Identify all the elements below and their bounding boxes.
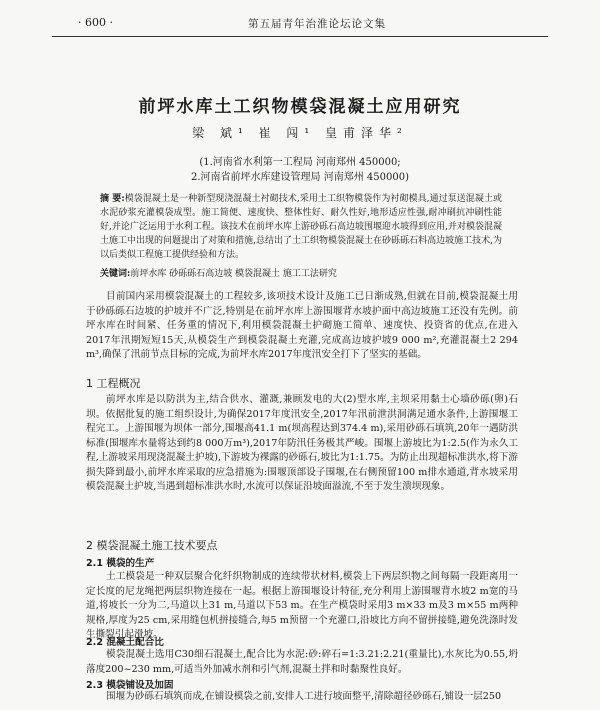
affiliation-2: 2.河南省前坪水库建设管理局 河南郑州 450000) — [191, 172, 409, 183]
page-number: · 600 · — [78, 16, 113, 29]
keywords-text: 前坪水库 砂砾砾石高边坡 模袋混凝土 施工工法研究 — [130, 269, 337, 279]
running-header — [0, 12, 600, 34]
section-2-1-paragraph: 土工模袋是一种双层聚合化纤织物制成的连续带状材料,模袋上下两层织物之间每隔一段距离用一定长度的尼龙绳把两层织物连接在一起。根据上游围堰设计特征,充分利用上游围堰背水坡2 m宽的马道,将坡长一分为二,马道以上31 m,马道以下53 m。在生产模袋时采用3 m×33 m及3 m×55 m两种规格,厚度为25 cm,采用缝包机拼接缝合,每5 m预留一个充灌口,沿坡比方向不留拼接缝,避免洗涤时发生撕裂引起滑坡。 — [86, 571, 518, 640]
abstract-text: 模袋混凝土是一种新型现浇混凝土衬砌技术,采用土工织物模袋作为衬砌模具,通过泵送混凝土或水泥砂浆充灌模袋成型。施工简便、速度快、整体性好、耐久性好,地形适应性强,耐冲刷抗冲刷性能好,并论广泛运用于水利工程。该技术在前坪水库上游砂砾石高边坡围堰迎水坡得到应用,并对模袋混凝土施工中出现的问题提出了对策和措施,总结出了土工织物模袋混凝土在砂砾砾石料高边坡施工技术,为以后类似工程施工提供经验和方法。 — [100, 194, 502, 260]
section-2-3-heading: 2.3 模袋铺设及加固 — [86, 680, 174, 691]
paper-title: 前坪水库土工织物模袋混凝土应用研究 — [138, 97, 462, 117]
section-2-3-paragraph: 围堰为砂砾石填筑而成,在铺设模袋之前,安排人工进行坡面整平,清除超径砂砾石,铺设一层250 — [106, 691, 502, 702]
section-2-2-heading: 2.2 混凝土配合比 — [86, 637, 164, 648]
abstract — [100, 192, 502, 262]
section-1-heading: 1 工程概况 — [86, 377, 141, 390]
section-2-1-heading: 2.1 模袋的生产 — [86, 558, 155, 569]
section-2-2-paragraph: 模袋混凝土选用C30细石混凝土,配合比为水泥:砂:碎石=1:3.21:2.21(重量比),水灰比为0.55,坍落度200~230 mm,可适当外加减水剂和引气剂,混凝土拌和时黏聚性良好。 — [86, 649, 518, 675]
section-2-heading: 2 模袋混凝土施工技术要点 — [86, 539, 218, 552]
affiliation-1: (1.河南省水利第一工程局 河南郑州 450000; — [199, 157, 401, 168]
section-1-paragraph: 前坪水库是以防洪为主,结合供水、灌溉,兼顾发电的大(2)型水库,主坝采用黏土心墙砂砾(卵)石坝。依据批复的施工组织设计,为确保2017年度汛安全,2017年汛前泄洪洞满足通水条件,上游围堰工程完工。上游围堰为坝体一部分,围堰高41.1 m(坝高程达到374.4 m),采用砂砾石填筑,20年一遇防洪标准(围堰库水量将达到约8 000万m³),2017年防汛任务极其严峻。围堰上游坡比为1:2.5(作为永久工程,上游坡采用现浇混凝土护坡),下游坡为裸露的砂砾石,坡比为1:1.75。为防止出现超标准洪水,将下游损失降到最小,前坪水库采取的应急措施为:围堰顶部设子围堰,在右侧预留100 m排水通道,背水坡采用模袋混凝土护坡,当遇到超标准洪水时,水流可以保证沿坡面溢流,不至于发生溃坝现象。 — [86, 394, 518, 492]
intro-paragraph: 目前国内采用模袋混凝土的工程较多,该项技术设计及施工已日渐成熟,但就在目前,模袋混凝土用于砂砾砾石边坡的护坡并不广泛,特别是在前坪水库上游围堰背水坡护面中高边坡施工还没有先例。前坪水库在时间紧、任务重的情况下,利用模袋混凝土护砌施工简单、速度快、投资省的优点,在进入2017年汛期短短15天,从模袋生产到模袋混凝土充灌,完成高边坡护坡9 000 m²,充灌混凝土2 294 m³,确保了汛前节点目标的完成,为前坪水库2017年度汛安全打下了坚实的基础。 — [86, 291, 518, 360]
authors: 梁 斌¹ 崔 闯¹ 皇甫泽华² — [192, 126, 408, 140]
abstract-label: 摘 要: — [100, 194, 125, 204]
book-title: 第五届青年治淮论坛论文集 — [248, 18, 386, 30]
keywords — [100, 266, 502, 279]
keywords-label: 关键词: — [100, 269, 131, 279]
header-rule — [52, 36, 548, 37]
